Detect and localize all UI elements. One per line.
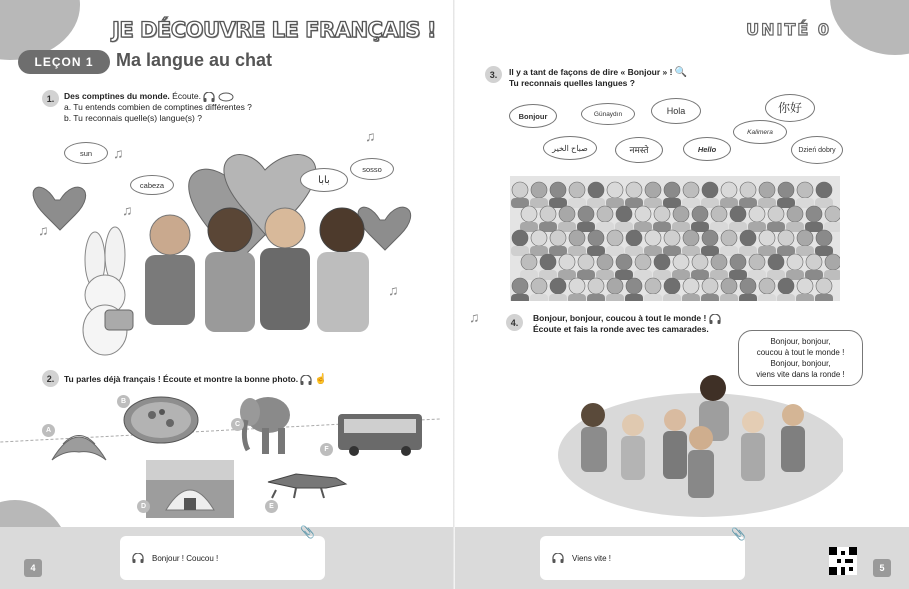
headphones-icon[interactable]	[203, 92, 215, 102]
crowd-face	[588, 182, 604, 198]
crowd-face	[740, 182, 756, 198]
headphones-icon[interactable]	[132, 553, 144, 563]
song-line-1: Bonjour, bonjour,	[770, 337, 831, 346]
crowd-face	[768, 254, 784, 270]
crowd-face	[825, 254, 840, 270]
crowd-face	[626, 278, 642, 294]
crowd-body	[606, 294, 624, 301]
photo-label-c: C	[231, 418, 244, 431]
activity-1-question-b: b. Tu reconnais quelle(s) langue(s) ?	[64, 113, 202, 123]
crowd-face	[654, 206, 670, 222]
crowd-face	[664, 278, 680, 294]
crowd-face	[550, 230, 566, 246]
speech-bubble-cabeza: cabeza	[130, 175, 174, 195]
speech-bubble-icon	[218, 92, 234, 102]
headphones-icon[interactable]	[709, 314, 721, 324]
qr-code-icon[interactable]	[829, 547, 857, 575]
hand-point-icon: ☝	[314, 374, 328, 385]
crowd-face	[626, 230, 642, 246]
crowd-face	[597, 254, 613, 270]
headphones-icon[interactable]	[552, 553, 564, 563]
footer-card-text-left: Bonjour ! Coucou !	[152, 553, 219, 563]
crowd-face	[721, 230, 737, 246]
crowd-face	[559, 206, 575, 222]
crowd-face	[749, 254, 765, 270]
crowd-face	[797, 230, 813, 246]
crowd-face	[797, 278, 813, 294]
crowd-face	[531, 182, 547, 198]
crowd-face	[550, 278, 566, 294]
activity-number-1: 1.	[42, 90, 59, 107]
speech-bubble-arabic: بابا	[300, 168, 348, 192]
crowd-face	[711, 206, 727, 222]
crowd-face	[664, 230, 680, 246]
crowd-face	[512, 278, 528, 294]
crowd-face	[806, 254, 822, 270]
crowd-body	[511, 294, 529, 301]
crowd-face	[521, 206, 537, 222]
crowd-face	[540, 254, 556, 270]
crowd-face	[626, 182, 642, 198]
crowd-face	[768, 206, 784, 222]
footer-audio-card-left[interactable]	[120, 536, 325, 580]
activity-1-title: Des comptines du monde.	[64, 91, 170, 101]
pizza-photo	[122, 395, 200, 445]
crowd-body	[815, 294, 833, 301]
crowd-face	[787, 206, 803, 222]
footer-audio-card-right[interactable]	[540, 536, 745, 580]
activity-number-4: 4.	[506, 314, 523, 331]
crowd-face	[759, 182, 775, 198]
activity-1-action: Écoute.	[172, 91, 201, 101]
photo-label-b: B	[117, 395, 130, 408]
photo-label-f: F	[320, 443, 333, 456]
photo-label-e: E	[265, 500, 278, 513]
crowd-face	[740, 278, 756, 294]
crowd-face	[607, 278, 623, 294]
activity-3-line-1: Il y a tant de façons de dire « Bonjour » !	[509, 67, 673, 77]
croissant-photo	[48, 422, 110, 470]
crowd-body	[777, 294, 795, 301]
crowd-face	[702, 230, 718, 246]
crowd-face	[635, 254, 651, 270]
crowd-face	[664, 182, 680, 198]
crowd-face	[607, 182, 623, 198]
music-note-icon: ♫	[38, 222, 49, 238]
crowd-face	[635, 206, 651, 222]
music-note-icon: ♫	[113, 145, 124, 161]
crowd-face	[683, 278, 699, 294]
crowd-face	[645, 182, 661, 198]
crowd-face	[749, 206, 765, 222]
bus-photo	[336, 410, 424, 456]
crowd-body	[568, 294, 586, 301]
activity-4-line-1: Bonjour, bonjour, coucou à tout le monde !	[533, 313, 707, 323]
elephant-photo	[236, 390, 294, 456]
activity-3-instructions	[509, 67, 809, 89]
search-icon: 🔍	[674, 67, 688, 78]
crowd-face	[683, 230, 699, 246]
right-footer	[455, 527, 909, 589]
crowd-face	[721, 182, 737, 198]
crowd-face	[816, 278, 832, 294]
hello-bubble-hi: नमस्ते	[615, 137, 663, 163]
igloo-photo	[146, 460, 234, 518]
crowd-face	[597, 206, 613, 222]
crowd-body	[663, 294, 681, 301]
song-line-3: Bonjour, bonjour,	[770, 359, 831, 368]
crowd-face	[531, 278, 547, 294]
speech-bubble-sun: sun	[64, 142, 108, 164]
activity-4-line-2: Écoute et fais la ronde avec tes camarades.	[533, 324, 709, 334]
left-footer	[0, 527, 454, 589]
crowd-face	[759, 230, 775, 246]
crowd-face	[607, 230, 623, 246]
page-number-right: 5	[873, 559, 891, 577]
crowd-body	[758, 294, 776, 301]
crowd-face	[559, 254, 575, 270]
crowd-body	[701, 294, 719, 301]
crowd-face	[787, 254, 803, 270]
crowd-face	[702, 278, 718, 294]
crowd-face	[683, 182, 699, 198]
footer-card-text-right: Viens vite !	[572, 553, 611, 563]
crowd-face	[654, 254, 670, 270]
crowd-face	[616, 254, 632, 270]
crowd-face	[816, 230, 832, 246]
crowd-face	[711, 254, 727, 270]
hello-bubble-zh: 你好	[765, 94, 815, 122]
hello-bubble-el: Kalimera	[733, 120, 787, 144]
crowd-face	[702, 182, 718, 198]
crowd-face	[588, 230, 604, 246]
music-note-icon: ♫	[469, 309, 480, 325]
crowd-face	[645, 278, 661, 294]
crowd-body	[625, 294, 643, 301]
crowd-body	[530, 294, 548, 301]
crowd-face	[730, 254, 746, 270]
lesson-badge: LEÇON 1	[18, 50, 110, 74]
crowd-face	[540, 206, 556, 222]
activity-3-line-2: Tu reconnais quelles langues ?	[509, 78, 635, 88]
music-note-icon: ♫	[365, 128, 376, 144]
corner-decoration-top-right	[830, 0, 909, 55]
crowd-face	[569, 278, 585, 294]
crowd-face	[816, 182, 832, 198]
crowd-body	[720, 294, 738, 301]
crowd-face	[806, 206, 822, 222]
hello-bubble-en: Hello	[683, 137, 731, 161]
photo-label-a: A	[42, 424, 55, 437]
crowd-face	[692, 206, 708, 222]
crowd-body	[587, 294, 605, 301]
song-line-2: coucou à tout le monde !	[756, 348, 845, 357]
speech-bubble-sosso: sosso	[350, 158, 394, 180]
headphones-icon[interactable]	[300, 375, 312, 385]
crowd-face	[778, 182, 794, 198]
crowd-face	[531, 230, 547, 246]
crowd-face	[673, 206, 689, 222]
crowd-face	[759, 278, 775, 294]
crowd-face	[521, 254, 537, 270]
right-page	[455, 0, 909, 589]
crowd-face	[569, 182, 585, 198]
circle-dance-illustration	[553, 360, 843, 520]
activity-2-text: Tu parles déjà français ! Écoute et montre la bonne photo.	[64, 374, 299, 384]
crowd-illustration	[510, 176, 840, 301]
crowd-face	[616, 206, 632, 222]
crowd-face	[578, 254, 594, 270]
left-page	[0, 0, 454, 589]
hello-bubble-fr: Bonjour	[509, 104, 557, 128]
music-note-icon: ♫	[388, 282, 399, 298]
crowd-body	[549, 294, 567, 301]
photo-label-d: D	[137, 500, 150, 513]
activity-1-question-a: a. Tu entends combien de comptines différentes ?	[64, 102, 252, 112]
page-number-left: 4	[24, 559, 42, 577]
hello-bubble-tr: Günaydın	[581, 103, 635, 125]
crocodile-photo	[266, 460, 348, 500]
crowd-face	[645, 230, 661, 246]
crowd-face	[512, 182, 528, 198]
crowd-face	[721, 278, 737, 294]
crowd-face	[512, 230, 528, 246]
crowd-face	[673, 254, 689, 270]
activity-1-instructions	[64, 91, 324, 124]
crowd-face	[569, 230, 585, 246]
lesson-title: Ma langue au chat	[116, 50, 273, 70]
crowd-body	[644, 294, 662, 301]
hello-bubble-pl: Dzień dobry	[791, 136, 843, 164]
activity-number-2: 2.	[42, 370, 59, 387]
crowd-face	[550, 182, 566, 198]
crowd-body	[796, 294, 814, 301]
paperclip-icon: 📎	[300, 525, 315, 539]
crowd-body	[739, 294, 757, 301]
unit-title: UNITÉ 0	[746, 20, 831, 39]
music-note-icon: ♫	[122, 202, 133, 218]
crowd-face	[578, 206, 594, 222]
hello-bubble-ar: صباح الخير	[543, 136, 597, 160]
crowd-face	[692, 254, 708, 270]
crowd-face	[778, 278, 794, 294]
crowd-face	[825, 206, 840, 222]
crowd-face	[730, 206, 746, 222]
crowd-face	[778, 230, 794, 246]
song-line-4: viens vite dans la ronde !	[756, 370, 845, 379]
crowd-face	[797, 182, 813, 198]
crowd-body	[682, 294, 700, 301]
crowd-face	[740, 230, 756, 246]
activity-2-instructions	[64, 374, 404, 385]
crowd-face	[588, 278, 604, 294]
activity-number-3: 3.	[485, 66, 502, 83]
page-title: JE DÉCOUVRE LE FRANÇAIS !	[112, 18, 437, 42]
hello-bubble-es: Hola	[651, 98, 701, 124]
paperclip-icon: 📎	[731, 527, 746, 541]
